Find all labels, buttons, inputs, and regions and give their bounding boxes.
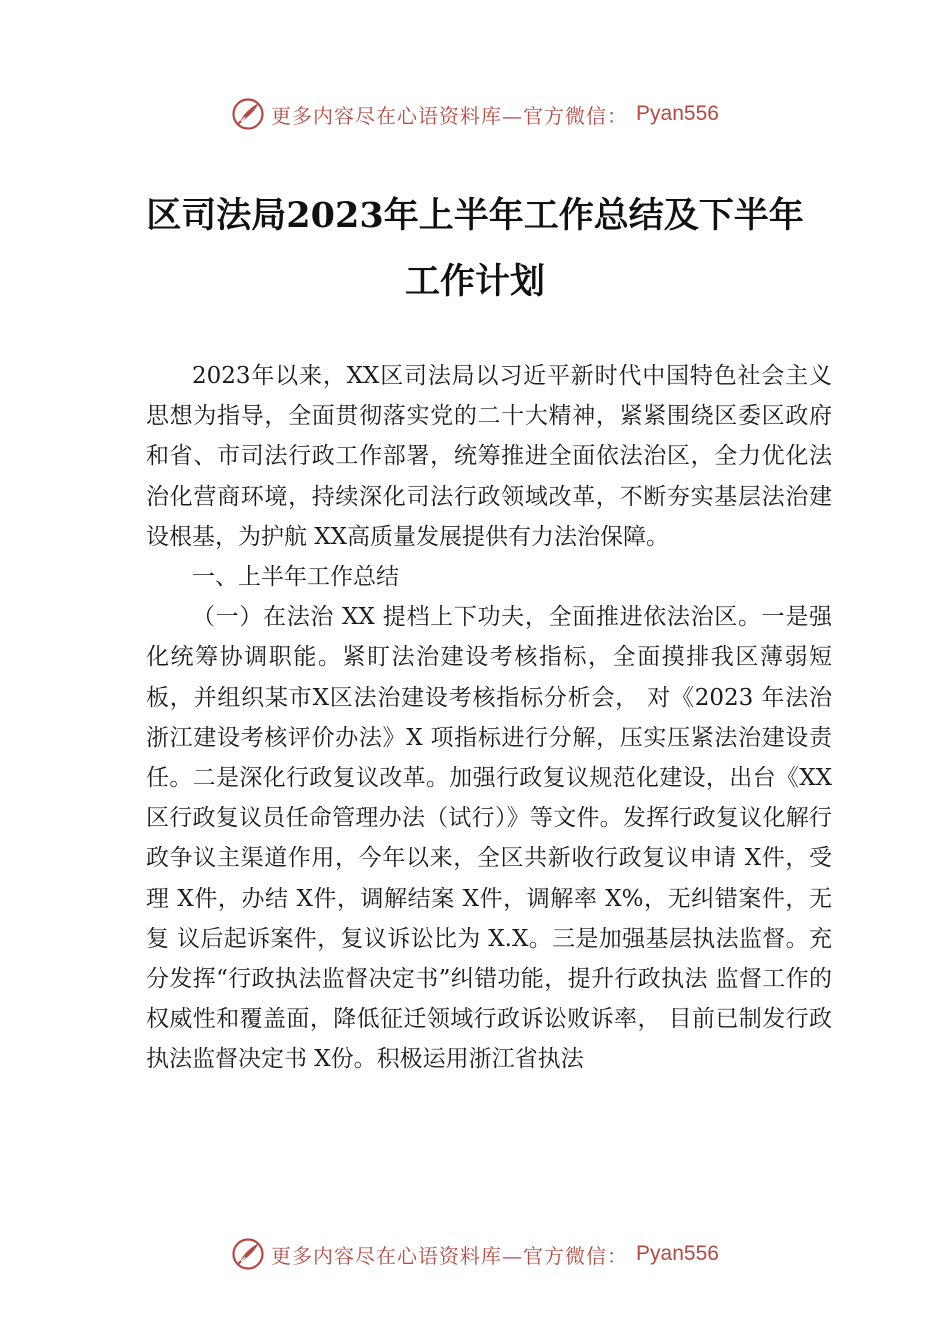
quill-logo-icon — [231, 1237, 265, 1271]
section-heading: 一、上半年工作总结 — [192, 564, 399, 591]
watermark-wechat-id: Pyan556 — [636, 1242, 719, 1265]
document-title-line1: 区司法局2023年上半年工作总结及下半年 — [146, 195, 804, 236]
document-body — [146, 356, 832, 1080]
watermark-wechat-id: Pyan556 — [636, 102, 719, 125]
watermark-header — [0, 96, 950, 132]
watermark-text: 更多内容尽在心语资料库—官方微信： — [271, 1243, 629, 1268]
intro-paragraph: 2023年以来，XX区司法局以习近平新时代中国特色社会主义思想为指导，全面贯彻落实党的二十大精神，紧紧围绕区委区政府和省、市司法行政工作部署，统筹推进全面依法治区，全力优化法治化营商环境，持续深化司法行政领域改革，不断夯实基层法治建设根基，为护航 XX高质量发展提供有力法治保障。 — [146, 363, 832, 550]
body-paragraph: （一）在法治 XX 提档上下功夫，全面推进依法治区。一是强化统筹协调职能。紧盯法治建设考核指标，全面摸排我区薄弱短板，并组织某市X区法治建设考核指标分析会， 对《2023 年法治浙江建设考核评价办法》X 项指标进行分解，压实压紧法治建设责任。二是深化行政复议改革。加强行政复议规范化建设，出台《XX区行政复议员任命管理办法（试行）》等文件。发挥行政复议化解行政争议主渠道作用，今年以来，全区共新收行政复议申请 X件，受理 X件，办结 X件，调解结案 X件，调解率 X%，无纠错案件，无复 议后起诉案件，复议诉讼比为 X.X。三是加强基层执法监督。充分发挥“行政执法监督决定书”纠错功能，提升行政执法 监督工作的权威性和覆盖面，降低征迁领域行政诉讼败诉率， 目前已制发行政执法监督决定书 X份。积极运用浙江省执法 — [146, 604, 832, 1073]
watermark-footer — [0, 1236, 950, 1272]
quill-logo-icon — [231, 97, 265, 131]
watermark-text: 更多内容尽在心语资料库—官方微信： — [271, 103, 629, 128]
document-title-line2: 工作计划 — [404, 261, 545, 302]
